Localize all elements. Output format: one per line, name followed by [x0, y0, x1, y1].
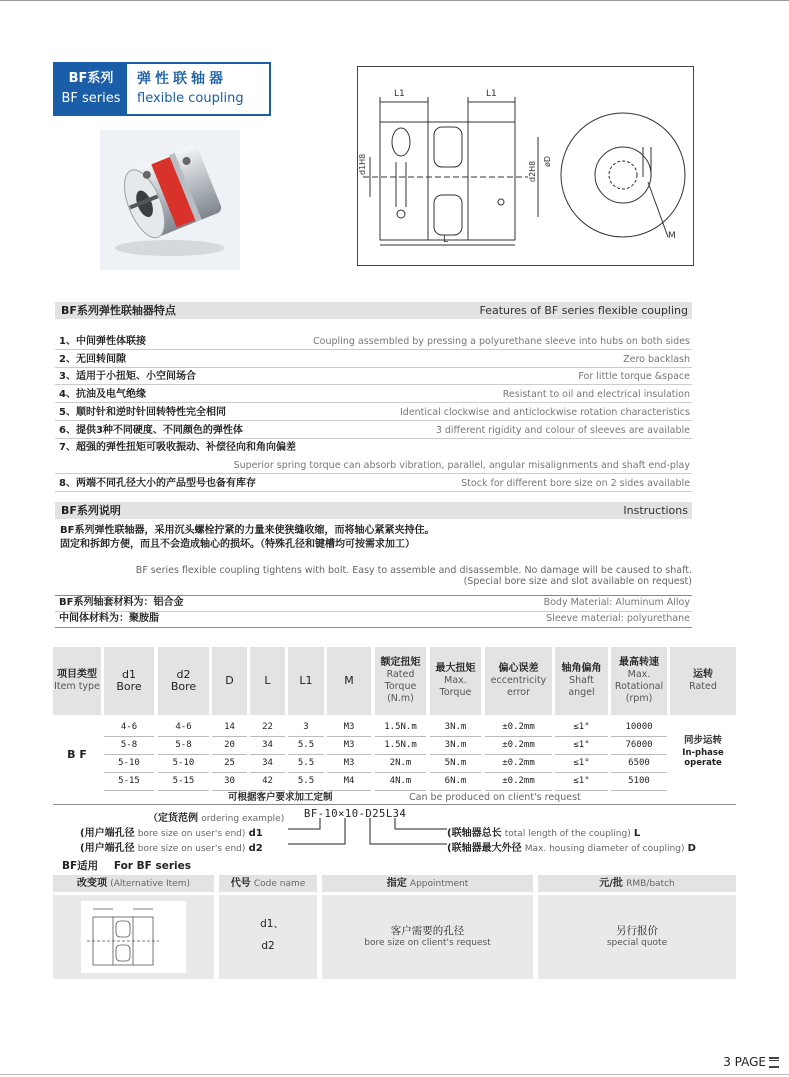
spec-cell: 5.5 [288, 755, 324, 773]
spec-header-main: 偏心误差 [498, 663, 539, 674]
feature-en: Superior spring torque can absorb vibration, parallel, angular misalignments and shaft end-play [233, 460, 690, 472]
ordering-d2-sym: d2 [248, 843, 263, 854]
spec-operate-en: In-phase operate [682, 748, 724, 768]
ordering-d1-sym: d1 [248, 828, 263, 839]
feature-en: Identical clockwise and anticlockwise rotation characteristics [399, 406, 690, 418]
spec-header-main: 最高转速 [619, 657, 659, 668]
bf-col-alt-en: (Alternative Item) [110, 879, 190, 889]
spec-header-sub: Max. Rotational (rpm) [614, 669, 664, 704]
spec-operate-cn: 同步运转 [683, 735, 722, 746]
ordering-example-en: ordering example) [201, 814, 285, 824]
page-number [723, 1055, 779, 1069]
bf-appoint-cell [322, 895, 533, 979]
spec-cell: 5.5 [288, 773, 324, 791]
spec-cell: 4-6 [158, 719, 209, 737]
spec-cell: 14 [212, 719, 247, 737]
drawing-l1-right: L1 [486, 89, 497, 99]
bf-col-code-cn: 代号 [230, 878, 251, 889]
material-body-cn: BF系列轴套材料为：铝合金 [59, 597, 184, 608]
bf-appoint-cn: 客户需要的孔径 [390, 925, 465, 937]
spec-type-label: B F [67, 747, 87, 761]
spec-cell: 42 [250, 773, 285, 791]
spec-cell: ±0.2mm [485, 755, 552, 773]
bf-apply-title-cn: BF适用 [62, 860, 99, 872]
feature-cn: 2、无回转间隙 [59, 353, 126, 365]
bf-alt-image-cell [53, 895, 214, 979]
spec-cell: 2N.m [375, 755, 426, 773]
instructions-cn-2: 固定和拆卸方便，而且不会造成轴心的损坏。（特殊孔径和键槽均可按需求加工） [60, 539, 415, 550]
spec-cell: ±0.2mm [485, 737, 552, 755]
ordering-d-cn: (联轴器最大外径 [447, 843, 522, 854]
spec-cell: 5-15 [104, 773, 154, 791]
spec-cell: ±0.2mm [485, 719, 552, 737]
spec-cell: 5.5 [288, 737, 324, 755]
ordering-d-sym: D [687, 843, 696, 854]
spec-cell: 5-15 [158, 773, 209, 791]
instructions-cn-1: BF系列弹性联轴器，采用沉头螺栓拧紧的力量来使狭缝收缩，而将轴心紧紧夹持住。 [60, 525, 435, 536]
bf-col-appoint [322, 875, 533, 892]
spec-custom-cn: 可根据客户要求加工定制 [228, 792, 333, 803]
spec-cell: M4 [327, 773, 371, 791]
ordering-l-en: total length of the coupling) [504, 829, 631, 839]
spec-header-main: d2 [176, 668, 191, 681]
spec-header-sub: Bore [170, 680, 197, 693]
spec-header-main: 运转 [693, 669, 713, 680]
instructions-en-1: BF series flexible coupling tightens with bolt. Easy to assemble and disassemble. No damage will be caused to shaft. [135, 565, 692, 576]
drawing-m: M [668, 231, 676, 241]
spec-header-sub: Shaft angel [568, 675, 595, 698]
spec-cell: ≤1° [555, 719, 608, 737]
spec-cell: 10000 [611, 719, 667, 737]
drawing-d2: d2H8 [528, 160, 537, 182]
spec-cell: 5100 [611, 773, 667, 791]
instructions-en-2: (Special bore size and slot available on request) [463, 576, 692, 587]
bf-col-appoint-cn: 指定 [386, 878, 407, 889]
ordering-l-cn: (联轴器总长 [447, 828, 502, 839]
feature-en: For little torque &space [578, 371, 690, 383]
bf-col-alt [53, 875, 214, 892]
bf-col-price-en: RMB/batch [626, 879, 675, 889]
ordering-d-en: Max. housing diameter of coupling) [524, 844, 685, 854]
drawing-l1-left: L1 [394, 89, 405, 99]
series-cn: BF系列 [68, 71, 114, 86]
spec-cell: M3 [327, 719, 371, 737]
bottom-rule [0, 1074, 789, 1075]
feature-en: Stock for different bore size on 2 sides available [461, 477, 690, 489]
ordering-l-sym: L [633, 828, 641, 839]
feature-cn: 4、抗油及电气绝缘 [59, 389, 146, 401]
material-sleeve-cn: 中间体材料为：聚胺脂 [59, 613, 159, 624]
spec-cell: 6500 [611, 755, 667, 773]
ordering-d2-en: bore size on user's end) [137, 844, 246, 854]
product-en: flexible coupling [137, 91, 244, 106]
feature-cn: 5、顺时针和逆时针回转特性完全相同 [59, 406, 226, 418]
spec-header-main: L1 [299, 674, 313, 687]
spec-cell: 5-10 [158, 755, 209, 773]
bf-col-price-cn: 元/批 [599, 878, 623, 889]
instructions-title-cn: BF系列说明 [61, 504, 121, 517]
page-marker-icon [769, 1057, 779, 1068]
spec-header-main: 项目类型 [57, 669, 97, 680]
instructions-title-en: Instructions [623, 504, 688, 517]
bf-col-appoint-en: Appointment [409, 879, 469, 889]
features-title-en: Features of BF series flexible coupling [479, 304, 688, 317]
spec-cell: 20 [212, 737, 247, 755]
spec-header-sub: eccentricity error [490, 675, 547, 698]
drawing-d1: d1H8 [358, 153, 367, 175]
spec-cell: 4-6 [104, 719, 154, 737]
spec-cell: 1.5N.m [375, 719, 426, 737]
spec-header-sub: Rated Torque (N.m) [384, 669, 417, 704]
spec-cell: 34 [250, 755, 285, 773]
spec-cell: 3 [288, 719, 324, 737]
bf-price-cell [538, 895, 736, 979]
spec-cell: ±0.2mm [485, 773, 552, 791]
spec-cell: 3N.m [430, 719, 481, 737]
spec-cell: 30 [212, 773, 247, 791]
ordering-code: BF-10×10-D25L34 [304, 808, 407, 820]
bf-alt-drawing [53, 895, 214, 979]
spec-header-main: d1 [122, 668, 136, 681]
spec-cell: 5N.m [430, 755, 481, 773]
spec-cell: 6N.m [430, 773, 481, 791]
spec-cell: 22 [250, 719, 285, 737]
bf-code-line1: d1、 [260, 918, 284, 930]
series-en: BF series [61, 91, 121, 106]
material-sleeve-en: Sleeve material: polyurethane [546, 613, 690, 624]
feature-en: Zero backlash [623, 353, 690, 365]
spec-cell: M3 [327, 737, 371, 755]
bf-code-line2: d2 [261, 940, 275, 952]
spec-header-main: 额定扭矩 [380, 657, 421, 668]
spec-cell: 25 [212, 755, 247, 773]
spec-header-main: M [344, 674, 354, 687]
spec-header-sub: Rated [689, 681, 717, 692]
spec-cell: 1.5N.m [375, 737, 426, 755]
drawing-d: øD [543, 155, 552, 167]
spec-cell: ≤1° [555, 773, 608, 791]
spec-cell: M3 [327, 755, 371, 773]
ordering-d1-cn: (用户端孔径 [80, 828, 135, 839]
features-title-cn: BF系列弹性联轴器特点 [61, 304, 176, 317]
feature-en: 3 different rigidity and colour of sleeves are available [435, 424, 690, 436]
feature-cn: 3、适用于小扭矩、小空间场合 [59, 371, 196, 383]
feature-en: Resistant to oil and electrical insulation [502, 389, 690, 401]
feature-cn: 8、两端不同孔径大小的产品型号也备有库存 [59, 477, 256, 489]
drawing-length: L [443, 235, 449, 245]
spec-cell: ≤1° [555, 755, 608, 773]
ordering-d2-cn: (用户端孔径 [80, 843, 135, 854]
bf-apply-title-en: For BF series [113, 860, 191, 872]
feature-cn: 6、提供3种不同硬度、不同颜色的弹性体 [59, 424, 243, 436]
bf-col-code-en: Code name [253, 879, 306, 889]
spec-header-main: 最大扭矩 [435, 663, 476, 674]
bf-apply-title [62, 858, 191, 873]
spec-cell: ≤1° [555, 737, 608, 755]
spec-cell: 34 [250, 737, 285, 755]
feature-cn: 1、中间弹性体联接 [59, 336, 146, 347]
spec-cell: 76000 [611, 737, 667, 755]
page-number-text: 3 PAGE [723, 1055, 766, 1069]
spec-header-main: D [225, 674, 234, 687]
spec-header-sub: Item type [54, 681, 100, 692]
spec-header-main: L [264, 674, 271, 687]
feature-cn: 7、超强的弹性扭矩可吸收振动、补偿径向和角向偏差 [59, 442, 296, 454]
spec-cell: 5-8 [104, 737, 154, 755]
spec-header-main: 轴角偏角 [561, 663, 602, 674]
spec-header-sub: Max. Torque [439, 675, 472, 698]
spec-cell: 3N.m [430, 737, 481, 755]
bf-col-alt-cn: 改变项 [77, 878, 108, 889]
bf-price-cn: 另行报价 [616, 925, 658, 937]
material-body-en: Body Material: Aluminum Alloy [543, 597, 690, 608]
bf-col-price [538, 875, 736, 892]
spec-header-sub: Bore [116, 680, 142, 693]
bf-code-cell [219, 895, 317, 979]
spec-cell: 5-8 [158, 737, 209, 755]
spec-custom-en: Can be produced on client's request [409, 792, 581, 803]
bf-col-code [219, 875, 317, 892]
ordering-example-cn: （定货范例 [148, 813, 198, 824]
ordering-d1-en: bore size on user's end) [137, 829, 246, 839]
product-cn: 弹性联轴器 [137, 71, 227, 87]
bf-appoint-en: bore size on client's request [364, 938, 491, 948]
spec-cell: 5-10 [104, 755, 154, 773]
spec-cell: 4N.m [375, 773, 426, 791]
bf-price-en: special quote [606, 938, 668, 948]
feature-en: Coupling assembled by pressing a polyurethane sleeve into hubs on both sides [313, 336, 690, 347]
